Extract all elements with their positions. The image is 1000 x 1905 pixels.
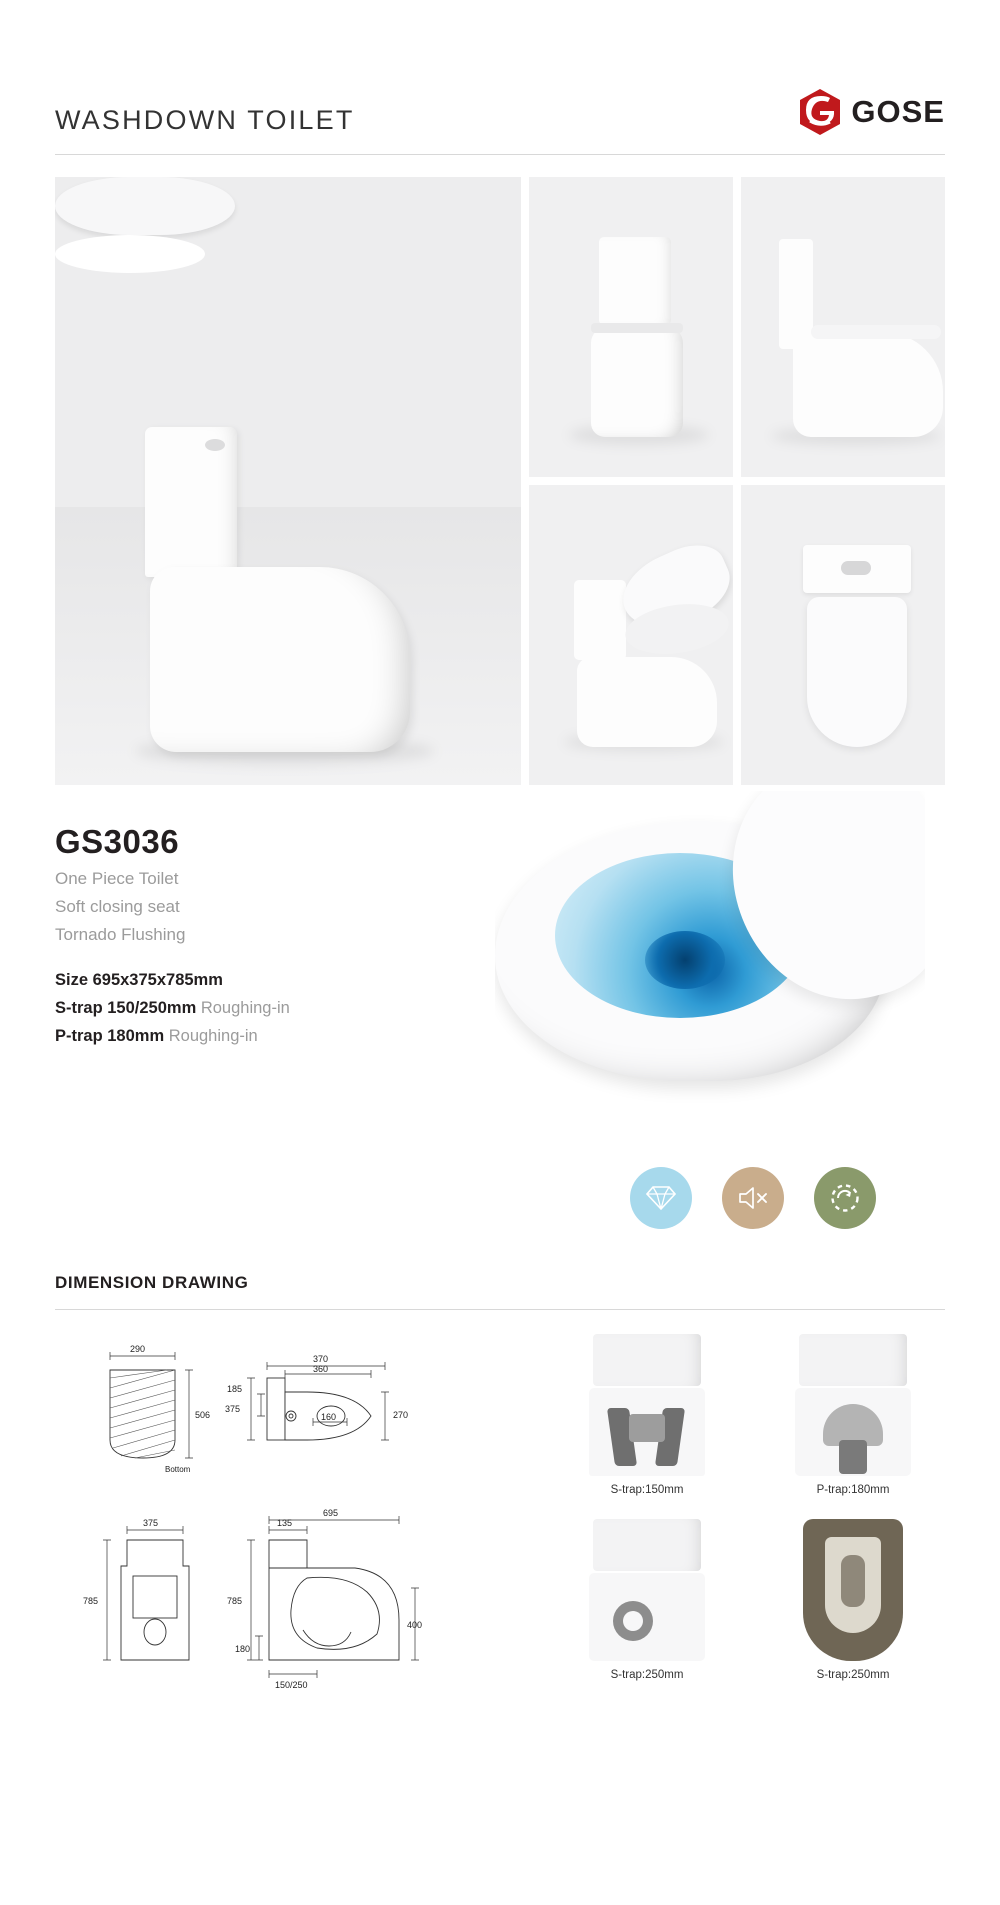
thumb4-lid-top bbox=[807, 597, 907, 747]
trap-s250-caption: S-trap:250mm bbox=[610, 1668, 684, 1681]
spec-p-trap-note: Roughing-in bbox=[168, 1027, 258, 1045]
s150-tank bbox=[593, 1334, 701, 1386]
dimension-svg bbox=[55, 1330, 535, 1690]
dimension-divider bbox=[55, 1309, 945, 1310]
drawing-bottom-plan bbox=[110, 1352, 193, 1458]
label-side-total: 695 bbox=[323, 1508, 339, 1518]
glaze-diamond-icon bbox=[630, 1167, 692, 1229]
trap-s150[interactable] bbox=[555, 1330, 739, 1511]
thumb2-bowl bbox=[793, 332, 943, 437]
page-header bbox=[55, 0, 945, 136]
header-divider bbox=[55, 154, 945, 155]
label-top-depth: 270 bbox=[393, 1410, 409, 1420]
label-bowl-height: 400 bbox=[407, 1620, 423, 1630]
trap-p180-caption: P-trap:180mm bbox=[816, 1484, 890, 1496]
product-feature-image bbox=[485, 811, 945, 1141]
label-side-height: 785 bbox=[227, 1596, 243, 1606]
label-top-width-inner: 360 bbox=[313, 1364, 329, 1374]
trap-s150-caption: S-trap:150mm bbox=[610, 1484, 684, 1496]
p180-trap-outlet bbox=[839, 1440, 867, 1474]
product-gallery bbox=[55, 177, 945, 785]
dimension-drawing-title: DIMENSION DRAWING bbox=[55, 1273, 249, 1292]
dimension-drawing-area bbox=[55, 1330, 945, 1695]
bowl-swirl bbox=[645, 931, 725, 989]
feature-1: One Piece Toilet bbox=[55, 869, 179, 888]
label-top-width-outer: 370 bbox=[313, 1354, 329, 1364]
main-seat-inner bbox=[55, 235, 205, 273]
thumb1-tank bbox=[599, 237, 671, 325]
page-title: WASHDOWN TOILET bbox=[55, 105, 355, 135]
label-seat-375: 375 bbox=[225, 1404, 241, 1414]
spec-size: Size 695x375x785mm bbox=[55, 971, 223, 989]
label-front-height: 785 bbox=[83, 1596, 99, 1606]
trap-p180-image bbox=[761, 1330, 945, 1480]
p180-tank bbox=[799, 1334, 907, 1386]
label-bottom-caption: Bottom bbox=[165, 1465, 191, 1474]
product-info-text bbox=[55, 811, 485, 1141]
spec-s-trap-note: Roughing-in bbox=[200, 999, 290, 1017]
label-bottom-width: 290 bbox=[130, 1344, 146, 1354]
label-rough-in: 150/250 bbox=[275, 1680, 308, 1690]
technical-drawings bbox=[55, 1330, 535, 1695]
main-seat bbox=[55, 177, 235, 235]
s150-trap-bridge bbox=[629, 1414, 665, 1442]
thumb1-seat-line bbox=[591, 323, 683, 333]
spec-p-trap bbox=[55, 1027, 485, 1046]
thumb-side[interactable] bbox=[741, 177, 945, 477]
brand-logo bbox=[798, 88, 945, 136]
spec-p-trap-value: P-trap 180mm bbox=[55, 1027, 165, 1045]
silent-mute-icon bbox=[722, 1167, 784, 1229]
trap-s250[interactable] bbox=[555, 1515, 739, 1696]
trap-s250-image bbox=[555, 1515, 739, 1665]
thumb2-seat bbox=[811, 325, 941, 339]
label-trap-180: 180 bbox=[235, 1644, 251, 1654]
gallery-thumbnails bbox=[529, 177, 945, 785]
thumb4-flush-button-icon bbox=[841, 561, 871, 575]
feature-3: Tornado Flushing bbox=[55, 925, 186, 944]
thumb-front-angle[interactable] bbox=[529, 177, 733, 477]
drawing-front-elevation bbox=[103, 1526, 189, 1660]
feature-icon-row bbox=[630, 1167, 945, 1229]
thumb1-bowl bbox=[591, 327, 683, 437]
thumb3-bowl bbox=[577, 657, 717, 747]
trap-s250-bottom-image bbox=[761, 1515, 945, 1665]
flush-button-icon bbox=[205, 439, 225, 451]
s250-trap-hole bbox=[623, 1611, 643, 1631]
thumb-lid-open[interactable] bbox=[529, 485, 733, 785]
trap-s150-image bbox=[555, 1330, 739, 1480]
s250b-trap-pipe bbox=[841, 1555, 865, 1607]
brand-name: GOSE bbox=[851, 94, 945, 129]
feature-2: Soft closing seat bbox=[55, 897, 180, 916]
thumb3-tank bbox=[574, 580, 626, 660]
trap-s250-bottom-caption: S-trap:250mm bbox=[816, 1668, 890, 1681]
hexagon-gs-logo-icon bbox=[798, 88, 842, 136]
s250-tank bbox=[593, 1519, 701, 1571]
thumb-top[interactable] bbox=[741, 485, 945, 785]
trap-options-grid bbox=[535, 1330, 945, 1695]
spec-s-trap bbox=[55, 999, 485, 1018]
bowl-flush-image bbox=[495, 791, 925, 1121]
trap-p180[interactable] bbox=[761, 1330, 945, 1511]
label-front-width: 375 bbox=[143, 1518, 159, 1528]
main-bowl bbox=[150, 567, 410, 752]
label-bottom-height: 506 bbox=[195, 1410, 211, 1420]
spec-s-trap-value: S-trap 150/250mm bbox=[55, 999, 197, 1017]
product-model: GS3036 bbox=[55, 823, 180, 860]
label-seat-185: 185 bbox=[227, 1384, 243, 1394]
drawing-side-elevation bbox=[247, 1516, 419, 1678]
water-saving-icon bbox=[814, 1167, 876, 1229]
label-seat-160: 160 bbox=[321, 1412, 337, 1422]
main-tank bbox=[145, 427, 237, 577]
label-tank-depth: 135 bbox=[277, 1518, 293, 1528]
trap-s250-bottom[interactable] bbox=[761, 1515, 945, 1696]
gallery-main-image[interactable] bbox=[55, 177, 521, 785]
product-info bbox=[55, 811, 945, 1141]
